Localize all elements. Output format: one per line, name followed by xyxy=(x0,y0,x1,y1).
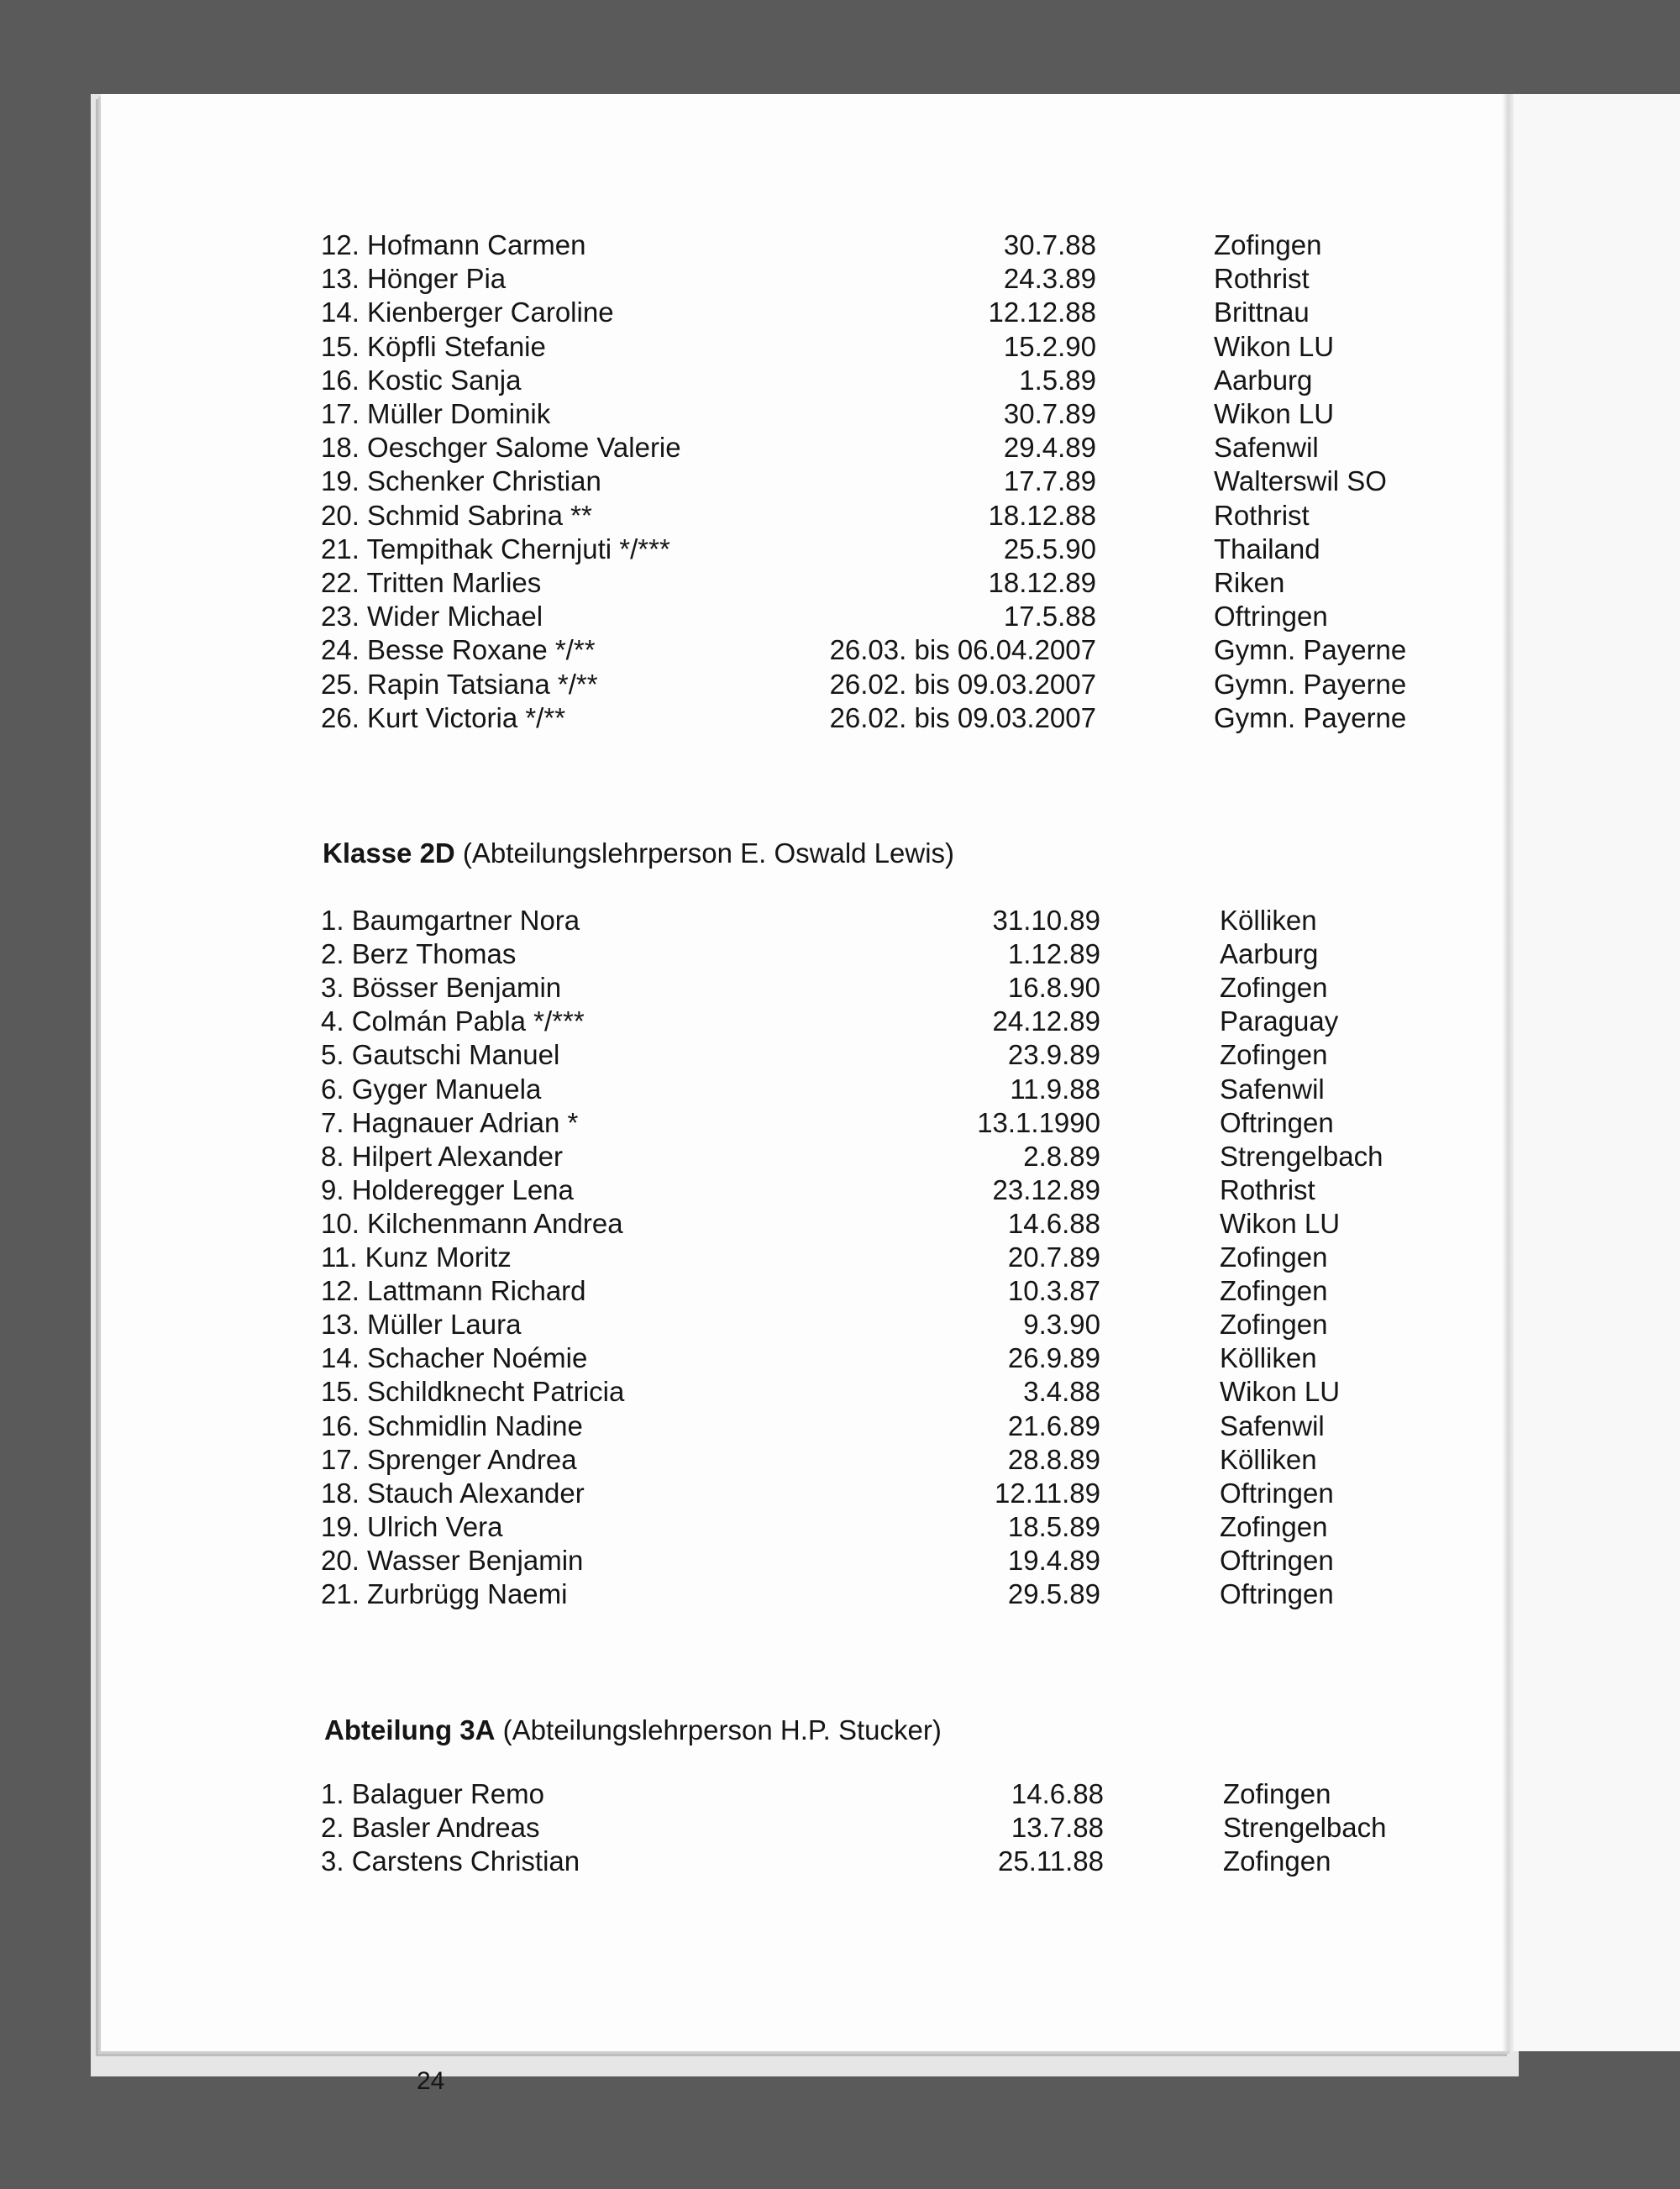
home-town: Gymn. Payerne xyxy=(1214,634,1407,666)
section-heading xyxy=(323,837,954,870)
list-row xyxy=(321,633,1413,667)
student-name: 20. Schmid Sabrina ** xyxy=(321,499,592,531)
home-town: Wikon LU xyxy=(1220,1207,1341,1239)
home-town: Strengelbach xyxy=(1220,1140,1383,1172)
list-row xyxy=(321,1106,1413,1140)
home-town: Oftringen xyxy=(1220,1477,1334,1509)
list-row xyxy=(321,1375,1413,1409)
student-name: 13. Müller Laura xyxy=(321,1309,522,1341)
list-row xyxy=(321,1577,1413,1611)
student-name: 21. Zurbrügg Naemi xyxy=(321,1578,568,1609)
home-town: Aarburg xyxy=(1214,364,1313,396)
section-heading-title: Abteilung 3A xyxy=(324,1714,496,1745)
birth-date: 14.6.88 xyxy=(1007,1207,1100,1239)
student-name: 9. Holderegger Lena xyxy=(321,1173,574,1205)
birth-date: 21.6.89 xyxy=(1007,1409,1100,1441)
birth-date: 13.7.88 xyxy=(1011,1812,1104,1843)
home-town: Zofingen xyxy=(1220,1241,1328,1273)
home-town: Zofingen xyxy=(1223,1845,1331,1877)
birth-date: 3.4.88 xyxy=(1023,1376,1100,1408)
home-town: Kölliken xyxy=(1220,1443,1317,1475)
student-name: 5. Gautschi Manuel xyxy=(321,1039,560,1071)
list-row xyxy=(321,937,1413,971)
student-name: 14. Kienberger Caroline xyxy=(321,297,614,328)
birth-date: 29.5.89 xyxy=(1007,1578,1100,1609)
list-row xyxy=(321,364,1413,397)
student-name: 21. Tempithak Chernjuti */*** xyxy=(321,533,670,564)
home-town: Zofingen xyxy=(1220,972,1328,1004)
home-town: Oftringen xyxy=(1220,1544,1334,1576)
student-name: 10. Kilchenmann Andrea xyxy=(321,1207,623,1239)
birth-date: 17.7.89 xyxy=(1003,465,1096,497)
home-town: Rothrist xyxy=(1220,1173,1315,1205)
birth-date: 12.11.89 xyxy=(994,1477,1100,1509)
birth-date: 18.12.89 xyxy=(988,567,1096,598)
home-town: Thailand xyxy=(1214,533,1320,564)
student-name: 7. Hagnauer Adrian * xyxy=(321,1106,579,1138)
student-name: 8. Hilpert Alexander xyxy=(321,1140,563,1172)
birth-date: 24.3.89 xyxy=(1003,263,1096,295)
list-row xyxy=(321,330,1413,364)
home-town: Oftringen xyxy=(1214,601,1328,633)
birth-date: 1.5.89 xyxy=(1019,364,1096,396)
list-row xyxy=(321,1274,1413,1308)
student-name: 19. Schenker Christian xyxy=(321,465,601,497)
home-town: Paraguay xyxy=(1220,1005,1339,1037)
document-page xyxy=(101,94,1512,2095)
student-name: 25. Rapin Tatsiana */** xyxy=(321,668,598,700)
list-row xyxy=(321,1173,1413,1207)
home-town: Wikon LU xyxy=(1214,330,1335,362)
birth-date: 26.03. bis 06.04.2007 xyxy=(829,634,1096,666)
list-row xyxy=(321,499,1413,533)
birth-date: 18.12.88 xyxy=(988,499,1096,531)
list-row xyxy=(321,1308,1413,1341)
home-town: Kölliken xyxy=(1220,1342,1317,1374)
student-name: 11. Kunz Moritz xyxy=(321,1241,512,1273)
facing-page xyxy=(1509,94,1680,2051)
birth-date: 26.02. bis 09.03.2007 xyxy=(829,668,1096,700)
birth-date: 23.12.89 xyxy=(992,1173,1100,1205)
student-name: 22. Tritten Marlies xyxy=(321,567,542,598)
student-name: 23. Wider Michael xyxy=(321,601,543,633)
home-town: Walterswil SO xyxy=(1214,465,1387,497)
list-row xyxy=(321,1341,1413,1375)
list-row xyxy=(321,1777,1413,1811)
list-row xyxy=(321,1005,1413,1038)
birth-date: 16.8.90 xyxy=(1007,972,1100,1004)
home-town: Wikon LU xyxy=(1214,398,1335,429)
home-town: Safenwil xyxy=(1214,432,1319,464)
home-town: Rothrist xyxy=(1214,263,1310,295)
home-town: Zofingen xyxy=(1220,1039,1328,1071)
student-name: 16. Kostic Sanja xyxy=(321,364,522,396)
list-row xyxy=(321,1443,1413,1477)
student-name: 18. Oeschger Salome Valerie xyxy=(321,432,681,464)
list-row xyxy=(321,1544,1413,1577)
birth-date: 12.12.88 xyxy=(988,297,1096,328)
home-town: Zofingen xyxy=(1220,1510,1328,1542)
section-heading xyxy=(324,1714,942,1747)
student-name: 2. Basler Andreas xyxy=(321,1812,540,1843)
section-heading-teacher: (Abteilungslehrperson H.P. Stucker) xyxy=(495,1714,942,1745)
student-name: 12. Hofmann Carmen xyxy=(321,229,586,260)
list-row xyxy=(321,533,1413,566)
list-row xyxy=(321,228,1413,262)
home-town: Aarburg xyxy=(1220,938,1319,970)
student-name: 17. Sprenger Andrea xyxy=(321,1443,577,1475)
list-row xyxy=(321,397,1413,431)
list-row xyxy=(321,668,1413,701)
list-row xyxy=(321,1845,1413,1878)
list-row xyxy=(321,904,1413,937)
home-town: Kölliken xyxy=(1220,905,1317,936)
birth-date: 23.9.89 xyxy=(1007,1039,1100,1071)
student-name: 15. Köpfli Stefanie xyxy=(321,330,546,362)
birth-date: 18.5.89 xyxy=(1007,1510,1100,1542)
birth-date: 11.9.88 xyxy=(1010,1073,1100,1105)
student-name: 20. Wasser Benjamin xyxy=(321,1544,584,1576)
home-town: Zofingen xyxy=(1220,1309,1328,1341)
birth-date: 24.12.89 xyxy=(992,1005,1100,1037)
birth-date: 29.4.89 xyxy=(1003,432,1096,464)
student-name: 1. Baumgartner Nora xyxy=(321,905,580,936)
list-row xyxy=(321,971,1413,1005)
birth-date: 2.8.89 xyxy=(1023,1140,1100,1172)
student-name: 6. Gyger Manuela xyxy=(321,1073,542,1105)
home-town: Oftringen xyxy=(1220,1578,1334,1609)
home-town: Safenwil xyxy=(1220,1073,1325,1105)
birth-date: 13.1.1990 xyxy=(977,1106,1100,1138)
student-name: 24. Besse Roxane */** xyxy=(321,634,596,666)
list-row xyxy=(321,1073,1413,1106)
home-town: Gymn. Payerne xyxy=(1214,668,1407,700)
home-town: Zofingen xyxy=(1214,229,1322,260)
list-row xyxy=(321,1477,1413,1510)
birth-date: 26.02. bis 09.03.2007 xyxy=(829,701,1096,733)
list-row xyxy=(321,1510,1413,1544)
birth-date: 25.11.88 xyxy=(997,1845,1104,1877)
birth-date: 30.7.89 xyxy=(1003,398,1096,429)
student-name: 13. Hönger Pia xyxy=(321,263,507,295)
list-row xyxy=(321,465,1413,498)
student-name: 4. Colmán Pabla */*** xyxy=(321,1005,585,1037)
home-town: Wikon LU xyxy=(1220,1376,1341,1408)
home-town: Rothrist xyxy=(1214,499,1310,531)
list-row xyxy=(321,1207,1413,1241)
home-town: Gymn. Payerne xyxy=(1214,701,1407,733)
birth-date: 10.3.87 xyxy=(1007,1275,1100,1307)
birth-date: 31.10.89 xyxy=(992,905,1100,936)
student-name: 1. Balaguer Remo xyxy=(321,1778,544,1809)
student-name: 12. Lattmann Richard xyxy=(321,1275,586,1307)
student-name: 3. Carstens Christian xyxy=(321,1845,580,1877)
list-row xyxy=(321,600,1413,633)
student-name: 26. Kurt Victoria */** xyxy=(321,701,566,733)
home-town: Brittnau xyxy=(1214,297,1310,328)
home-town: Riken xyxy=(1214,567,1285,598)
student-name: 18. Stauch Alexander xyxy=(321,1477,585,1509)
birth-date: 17.5.88 xyxy=(1003,601,1096,633)
student-name: 16. Schmidlin Nadine xyxy=(321,1409,583,1441)
section-heading-title: Klasse 2D xyxy=(323,837,455,869)
birth-date: 25.5.90 xyxy=(1003,533,1096,564)
birth-date: 26.9.89 xyxy=(1007,1342,1100,1374)
home-town: Oftringen xyxy=(1220,1106,1334,1138)
student-name: 19. Ulrich Vera xyxy=(321,1510,503,1542)
home-town: Zofingen xyxy=(1220,1275,1328,1307)
list-row xyxy=(321,1409,1413,1443)
student-name: 17. Müller Dominik xyxy=(321,398,551,429)
home-town: Strengelbach xyxy=(1223,1812,1387,1843)
birth-date: 28.8.89 xyxy=(1007,1443,1100,1475)
section-heading-teacher: (Abteilungslehrperson E. Oswald Lewis) xyxy=(454,837,955,869)
student-name: 15. Schildknecht Patricia xyxy=(321,1376,625,1408)
list-row xyxy=(321,296,1413,329)
list-row xyxy=(321,1811,1413,1845)
student-name: 3. Bösser Benjamin xyxy=(321,972,562,1004)
list-row xyxy=(321,701,1413,735)
list-row xyxy=(321,1038,1413,1072)
birth-date: 30.7.88 xyxy=(1003,229,1096,260)
student-name: 14. Schacher Noémie xyxy=(321,1342,588,1374)
birth-date: 14.6.88 xyxy=(1011,1778,1104,1809)
home-town: Zofingen xyxy=(1223,1778,1331,1809)
home-town: Safenwil xyxy=(1220,1409,1325,1441)
birth-date: 19.4.89 xyxy=(1007,1544,1100,1576)
birth-date: 15.2.90 xyxy=(1003,330,1096,362)
birth-date: 9.3.90 xyxy=(1023,1309,1100,1341)
birth-date: 20.7.89 xyxy=(1007,1241,1100,1273)
page-number: 24 xyxy=(417,2067,445,2095)
birth-date: 1.12.89 xyxy=(1007,938,1100,970)
student-name: 2. Berz Thomas xyxy=(321,938,517,970)
list-row xyxy=(321,1140,1413,1173)
book-gutter xyxy=(1502,94,1514,2051)
list-row xyxy=(321,431,1413,465)
list-row xyxy=(321,262,1413,296)
list-row xyxy=(321,1241,1413,1274)
list-row xyxy=(321,566,1413,600)
